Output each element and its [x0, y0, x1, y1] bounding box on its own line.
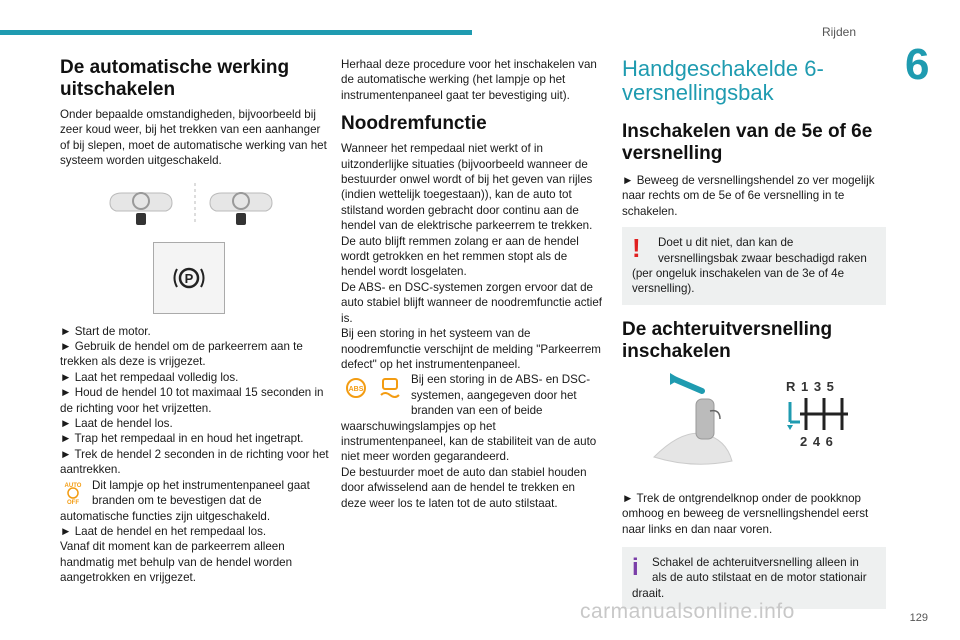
section-title-auto-off: De automatische werking uitschakelen	[60, 57, 290, 100]
gear-shift-pattern	[786, 379, 862, 450]
svg-text:ABS: ABS	[348, 386, 364, 394]
gear-pattern-bottom: 2 4 6	[800, 434, 834, 450]
driver-instruction: De bestuurder moet de auto dan stabiel houden door afwisselend aan de hendel te trekken en deze weer los te laten tot de auto stilstaat.	[341, 465, 587, 510]
auto-off-lamp-icon	[60, 479, 86, 505]
warning-icon: !	[632, 233, 641, 264]
step-item: ► Trap het rempedaal in en houd het ingetrapt.	[60, 432, 304, 446]
page-number: 129	[909, 612, 928, 624]
emergency-body-2: De auto blijft remmen zolang er aan de hendel wordt getrokken en het remmen stopt als de hendel wordt losgelaten.	[341, 234, 579, 279]
step-item: ► Gebruik de hendel om de parkeerrem aan te trekken als deze is vrijgezet.	[60, 340, 303, 369]
auto-off-lamp-text: Dit lampje op het instrumentenpaneel gaat branden om te bevestigen dat de automatische functies zijn uitgeschakeld.	[60, 478, 310, 523]
emergency-body-4: Bij een storing in het systeem van de noodremfunctie verschijnt de melding "Parkeerrem defect" op het instrumentenpaneel.	[341, 327, 601, 371]
right-column	[622, 57, 886, 609]
gear-5-6-text: ► Beweeg de versnellingshendel zo ver mogelijk naar rechts om de 5e of 6e versnelling in te schakelen.	[622, 174, 875, 218]
info-text: Schakel de achteruitversnelling alleen in als de auto stilstaat en de motor stationair draait.	[632, 556, 867, 600]
abs-dsc-warning-icons	[341, 373, 405, 403]
chapter-number: 6	[905, 40, 930, 89]
intro-text: Onder bepaalde omstandigheden, bijvoorbeeld bij zeer koud weer, bij het trekken van een aanhanger of bij slepen, moet de automatische werking van het systeem worden uitgeschakeld.	[60, 108, 327, 168]
warning-text: Doet u dit niet, dan kan de versnellingsbak zwaar beschadigd raken (per ongeluk inschakelen van de 3e of 4e versnelling).	[632, 236, 867, 296]
watermark: carmanualsonline.info	[580, 600, 795, 623]
reverse-gear-illustration	[622, 369, 886, 479]
step-item: ► Trek de hendel 2 seconden in de richting voor het aantrekken.	[60, 447, 329, 477]
section-title-emergency-brake: Noodremfunctie	[341, 113, 487, 135]
top-accent-bar	[0, 30, 472, 35]
subsection-reverse-gear: De achteruitversnelling inschakelen	[622, 318, 833, 362]
step-item: ► Houd de hendel 10 tot maximaal 15 seconden in de richting voor het vrijzetten.	[60, 386, 324, 415]
gear-pattern-top: R 1 3 5	[786, 378, 835, 394]
abs-icon	[341, 373, 371, 403]
step-item: ► Laat de hendel los.	[60, 417, 173, 431]
info-icon: i	[632, 554, 639, 582]
step-item: ► Start de motor.	[60, 324, 151, 338]
dsc-icon	[375, 373, 405, 403]
parking-brake-warning-icon	[153, 242, 225, 314]
reverse-gear-text: ► Trek de ontgrendelknop onder de pookknop omhoog en beweeg de versnellingshendel eerst naar links en dan naar voren.	[622, 491, 869, 536]
subsection-gear-5-6: Inschakelen van de 5e of 6e versnelling	[622, 121, 873, 164]
parking-brake-lever-illustration	[60, 181, 330, 229]
svg-text:OFF: OFF	[67, 499, 79, 505]
section-title-gearbox: Handgeschakelde 6-versnellingsbak	[622, 56, 824, 105]
emergency-body-1: Wanneer het rempedaal niet werkt of in uitzonderlijke situaties (bijvoorbeeld wanneer de bestuurder onwel wordt of bij het geven van rijles (indien wettelijk toegestaan)), kan de auto tot stilstand worden gebracht door continu aan de hendel van de elektrische parkeerrem te trekken.	[341, 142, 593, 233]
emergency-body-3: De ABS- en DSC-systemen zorgen ervoor dat de auto stabiel blijft wanneer de noodremfunctie actief is.	[341, 280, 603, 325]
step-item: ► Laat de hendel en het rempedaal los.	[60, 524, 267, 538]
warning-box	[622, 227, 886, 305]
middle-column	[341, 57, 603, 511]
repeat-procedure-text: Herhaal deze procedure voor het inschakelen van de automatische werking (het lampje op het instrumentenpaneel gaat ter bevestiging uit).	[341, 58, 597, 102]
step-item: ► Laat het rempedaal volledig los.	[60, 370, 239, 384]
abs-dsc-text: Bij een storing in de ABS- en DSC-systemen, aangegeven door het branden van een of beide waarschuwingslampjes op het instrumentenpaneel, kan de stabiliteit van de auto niet meer worden gegarandeerd.	[341, 373, 597, 464]
left-column	[60, 57, 330, 586]
section-header: Rijden	[821, 25, 856, 39]
svg-text:AUTO: AUTO	[64, 482, 82, 489]
svg-text:P: P	[184, 270, 194, 286]
manual-operation-note: Vanaf dit moment kan de parkeerrem alleen handmatig met behulp van de hendel worden aangetrokken en vrijgezet.	[60, 540, 293, 585]
